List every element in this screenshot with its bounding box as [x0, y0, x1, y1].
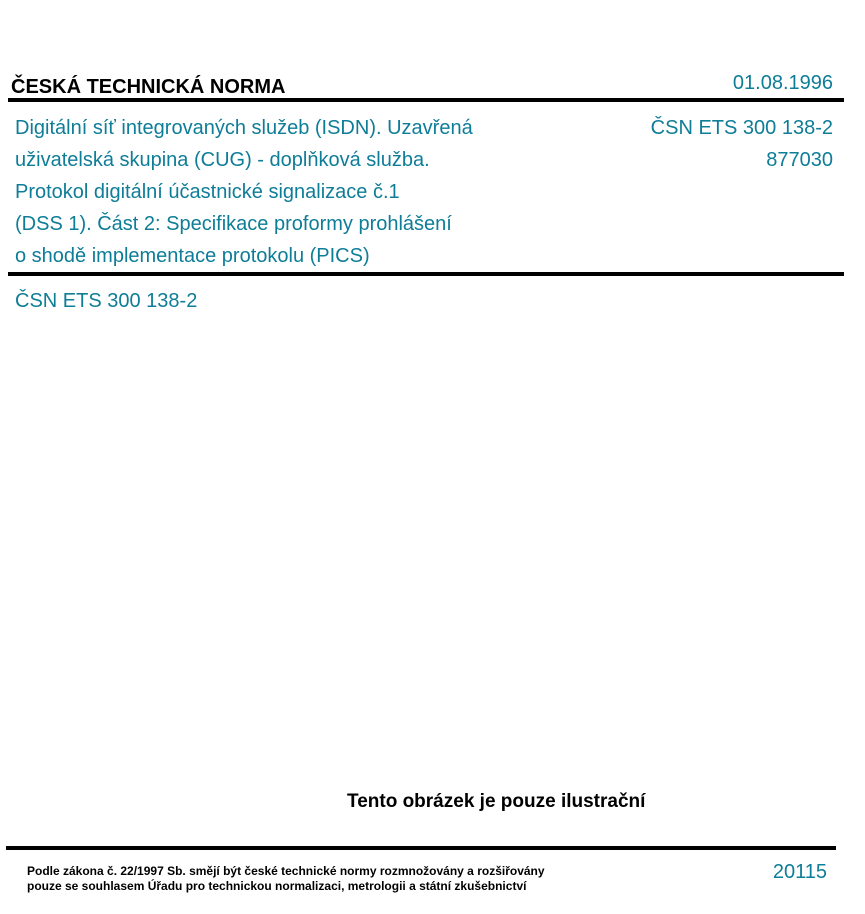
subject-line: (DSS 1). Část 2: Specifikace proformy prohlášení — [15, 213, 452, 235]
legal-line: Podle zákona č. 22/1997 Sb. smějí být české technické normy rozmnožovány a rozšiřovány — [27, 864, 545, 878]
document-subject — [15, 116, 473, 276]
standard-designation: ČSN ETS 300 138-2 — [650, 117, 833, 139]
legal-notice — [27, 864, 545, 894]
catalog-number: 20115 — [772, 861, 827, 883]
document-title: ČESKÁ TECHNICKÁ NORMA — [11, 76, 286, 98]
footer-divider — [6, 846, 836, 850]
illustration-note: Tento obrázek je pouze ilustrační — [347, 791, 646, 812]
subject-divider — [8, 272, 844, 276]
subject-line: Digitální síť integrovaných služeb (ISDN). Uzavřená — [15, 117, 473, 139]
header-divider — [8, 98, 844, 102]
subject-line: uživatelská skupina (CUG) - doplňková služba. — [15, 149, 430, 171]
document-date: 01.08.1996 — [732, 72, 833, 94]
subject-line: Protokol digitální účastnické signalizace č.1 — [15, 181, 400, 203]
legal-line: pouze se souhlasem Úřadu pro technickou normalizaci, metrologii a státní zkušebnictví — [27, 879, 527, 893]
class-number: 877030 — [766, 149, 833, 171]
standard-codes — [651, 116, 833, 180]
subject-line: o shodě implementace protokolu (PICS) — [15, 245, 370, 267]
standard-reference: ČSN ETS 300 138-2 — [15, 290, 198, 312]
